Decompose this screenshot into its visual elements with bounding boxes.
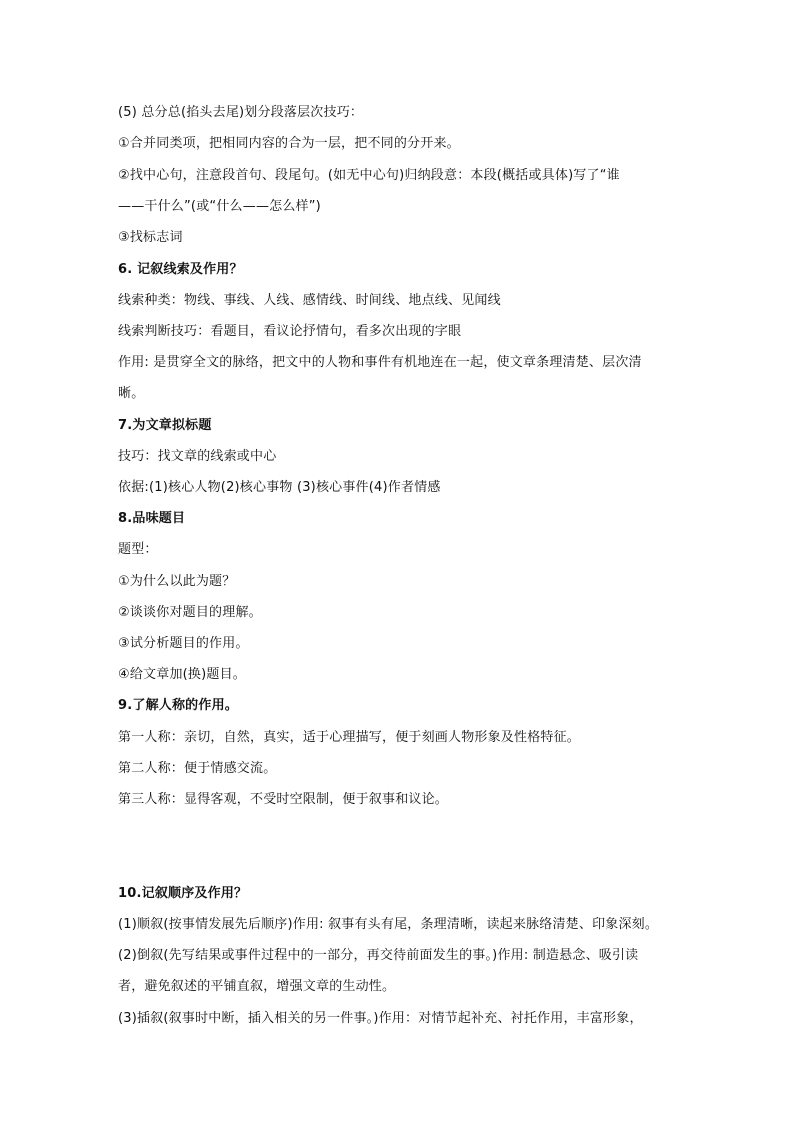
text-line-question-1: ①为什么以此为题？ xyxy=(118,574,236,589)
text-line-tip-3: ③找标志词 xyxy=(118,230,183,245)
text-line-flashback-continued: 者，避免叙述的平铺直叙，增强文章的生动性。 xyxy=(118,979,396,994)
text-line-section-5-heading: (5) 总分总(掐头去尾)划分段落层次技巧： xyxy=(118,105,364,120)
text-line-clue-function: 作用: 是贯穿全文的脉络，把文中的人物和事件有机地连在一起，使文章条理清楚、层次清 xyxy=(118,355,642,370)
text-line-second-person: 第二人称：便于情感交流。 xyxy=(118,761,277,776)
section-8-heading: 8.品味题目 xyxy=(118,511,186,526)
section-6-heading: 6. 记叙线索及作用？ xyxy=(118,262,243,277)
text-line-tip-1: ①合并同类项，把相同内容的合为一层，把不同的分开来。 xyxy=(118,136,460,151)
text-line-chronological: (1)顺叙(按事情发展先后顺序)作用: 叙事有头有尾，条理清晰，读起来脉络清楚、印象深刻。 xyxy=(118,917,659,932)
text-line-clue-types: 线索种类：物线、事线、人线、感情线、时间线、地点线、见闻线 xyxy=(118,293,501,308)
section-10-heading: 10.记叙顺序及作用？ xyxy=(118,886,248,901)
section-7-heading: 7.为文章拟标题 xyxy=(118,418,212,433)
section-9-heading: 9.了解人称的作用。 xyxy=(118,698,238,713)
text-line-title-tip: 技巧：找文章的线索或中心 xyxy=(118,449,277,464)
text-line-question-2: ②谈谈你对题目的理解。 xyxy=(118,605,262,620)
text-line-first-person: 第一人称：亲切，自然，真实，适于心理描写，便于刻画人物形象及性格特征。 xyxy=(118,730,581,745)
text-line-flashback: (2)倒叙(先写结果或事件过程中的一部分，再交待前面发生的事。)作用: 制造悬念、吸引读 xyxy=(118,948,639,963)
text-line-question-4: ④给文章加(换)题目。 xyxy=(118,667,246,682)
text-line-tip-2: ②找中心句，注意段首句、段尾句。(如无中心句)归纳段意：本段(概括或具体)写了“谁 xyxy=(118,168,620,183)
text-line-third-person: 第三人称：显得客观，不受时空限制，便于叙事和议论。 xyxy=(118,792,449,807)
text-line-interpolated: (3)插叙(叙事时中断，插入相关的另一件事。)作用：对情节起补充、衬托作用，丰富形象， xyxy=(118,1011,643,1026)
text-line-clue-function-continued: 晰。 xyxy=(118,386,145,401)
text-line-question-types: 题型： xyxy=(118,542,158,557)
text-line-title-basis: 依据:(1)核心人物(2)核心事物 (3)核心事件(4)作者情感 xyxy=(118,480,441,495)
text-line-question-3: ③试分析题目的作用。 xyxy=(118,636,249,651)
text-line-clue-judgement: 线索判断技巧：看题目，看议论抒情句，看多次出现的字眼 xyxy=(118,324,462,339)
text-line-tip-2-continued: ——干什么”(或“什么——怎么样”) xyxy=(118,199,321,214)
